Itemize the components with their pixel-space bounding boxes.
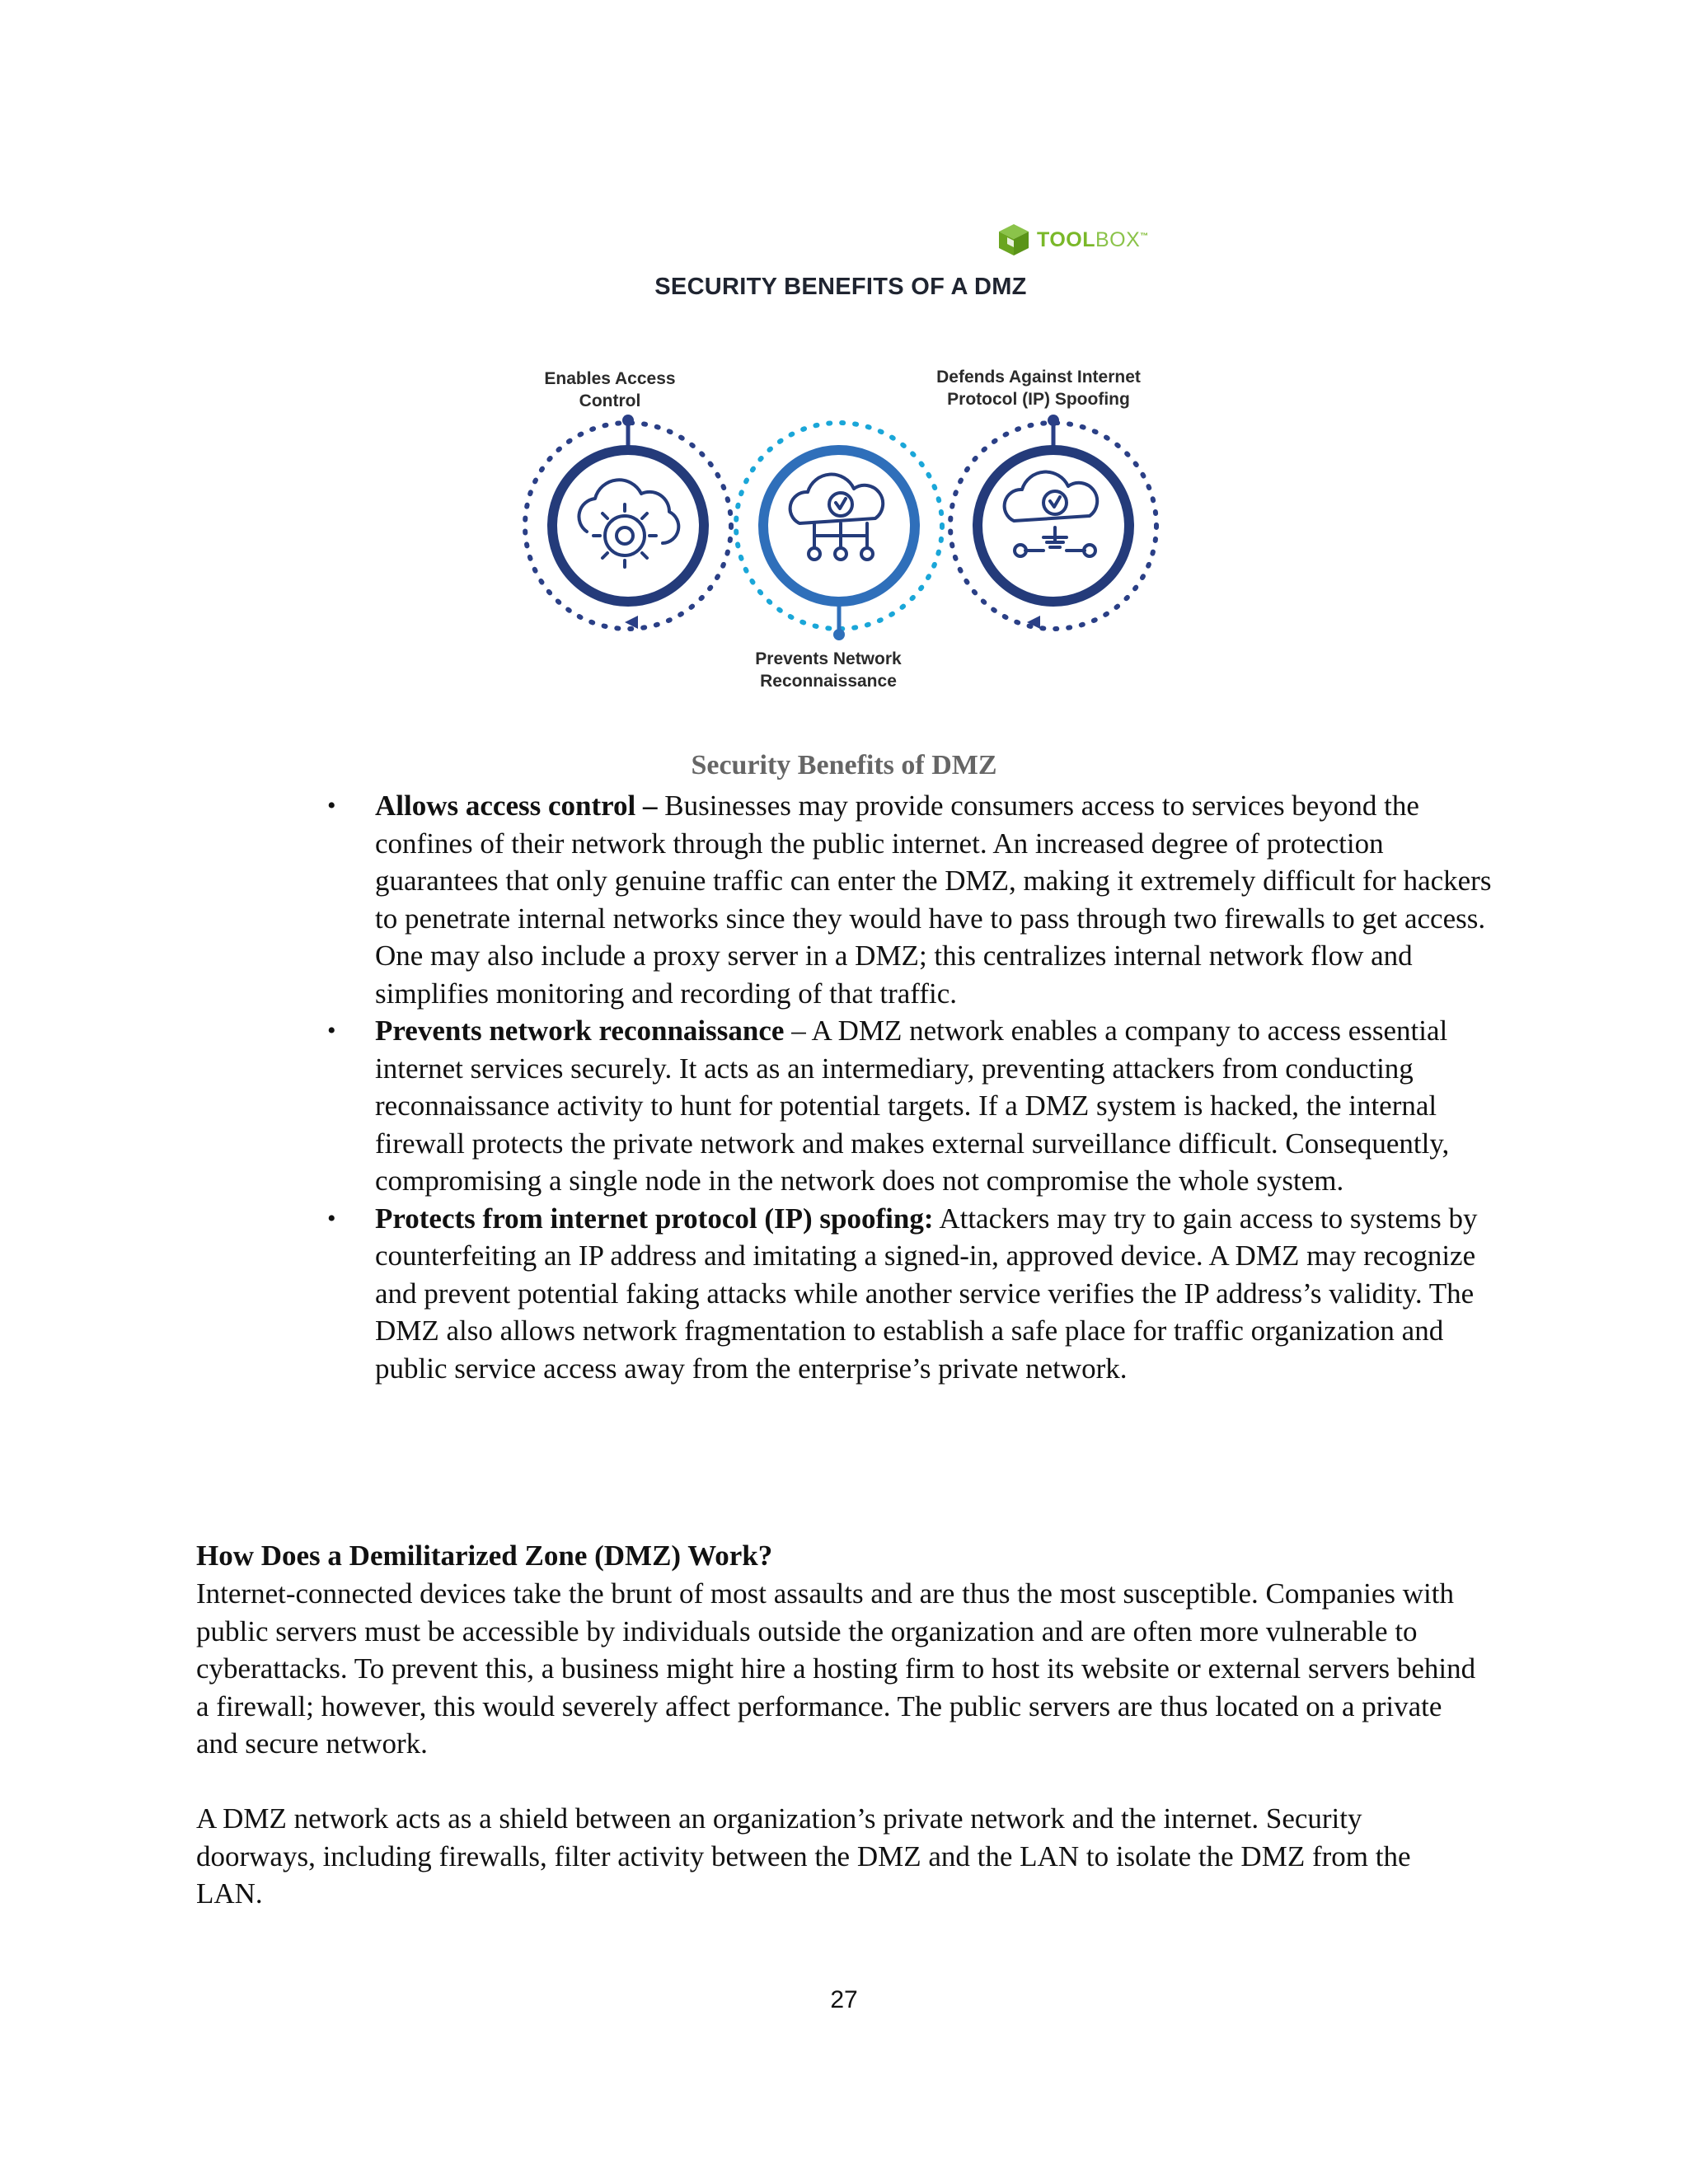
bullet-text: Businesses may provide consumers access to services beyond the confines of their network through the public internet. An increased degree of protection guarantees that only genuine traffic can enter the DMZ, making it extremely difficult for hackers to penetrate internal networks since they would have to pass through two firewalls to get access. One may also include a proxy server in a DMZ; this centralizes internal network flow and simplifies monitoring and recording of that traffic.: [375, 790, 1492, 1010]
paragraph-1: Internet-connected devices take the brunt of most assaults and are thus the most susceptible. Companies with public servers must be accessible by individuals outside the organization and are often more vulnerable to cyberattacks. To prevent this, a business might hire a hosting firm to host its website or external servers behind a firewall; however, this would severely affect performance. The public servers are thus located on a private and secure network.: [196, 1577, 1476, 1760]
access-control-circle: [525, 415, 731, 629]
bullet-text: Attackers may try to gain access to systems by counterfeiting an IP address and imitating a signed-in, approved device. A DMZ may recognize and prevent potential faking attacks while another service verifies the IP address’s validity. The DMZ also allows network fragmentation to establish a safe place for traffic organization and public service access away from the enterprise’s private network.: [375, 1202, 1478, 1385]
reconnaissance-circle: [736, 423, 942, 640]
toolbox-logo: [997, 223, 1149, 257]
bullet-icon: •: [327, 792, 336, 819]
label-reconnaissance-line2: Reconnaissance: [760, 672, 897, 691]
list-item: [327, 1012, 1512, 1200]
dmz-benefits-figure: [486, 214, 1195, 709]
label-access-control-line1: Enables Access: [544, 369, 676, 388]
bullet-title: Allows access control –: [375, 790, 658, 822]
label-ip-spoofing-line2: Protocol (IP) Spoofing: [947, 390, 1130, 409]
bullet-icon: •: [327, 1204, 336, 1232]
label-ip-spoofing-line1: Defends Against Internet: [936, 368, 1141, 387]
label-ip-spoofing: [907, 366, 1170, 410]
benefits-list: [327, 787, 1512, 1387]
paragraph-2: A DMZ network acts as a shield between an organization’s private network and the internet. Security doorways, including firewalls, filter activity between the DMZ and the LAN to isolate the DMZ from the LAN.: [196, 1802, 1411, 1910]
list-item: [327, 787, 1512, 1012]
section-heading: How Does a Demilitarized Zone (DMZ) Work?: [196, 1540, 773, 1572]
page-number: 27: [830, 1986, 858, 2013]
list-item: [327, 1200, 1512, 1388]
label-access-control: [528, 368, 692, 412]
bullet-text: – A DMZ network enables a company to access essential internet services securely. It acts as an intermediary, preventing attackers from conducting reconnaissance activity to hunt for potential targets. If a DMZ system is hacked, the internal firewall protects the private network and makes external surveillance difficult. Consequently, compromising a single node in the network does not compromise the whole system.: [375, 1015, 1450, 1197]
ip-spoofing-circle: [950, 415, 1156, 629]
label-reconnaissance-line1: Prevents Network: [755, 649, 902, 668]
bullet-title: Protects from internet protocol (IP) spoofing:: [375, 1202, 934, 1235]
figure-title: SECURITY BENEFITS OF A DMZ: [654, 274, 1027, 300]
label-reconnaissance: [734, 648, 923, 692]
logo-tm: ™: [1140, 232, 1149, 241]
logo-text-bold: TOOL: [1037, 227, 1095, 251]
bullet-title: Prevents network reconnaissance: [375, 1015, 785, 1047]
figure-caption: Security Benefits of DMZ: [691, 750, 997, 780]
logo-text-light: BOX: [1095, 227, 1141, 251]
benefits-circles-graphic: [486, 412, 1195, 651]
label-access-control-line2: Control: [579, 391, 641, 410]
toolbox-cube-icon: [997, 223, 1030, 257]
bullet-icon: •: [327, 1017, 336, 1044]
